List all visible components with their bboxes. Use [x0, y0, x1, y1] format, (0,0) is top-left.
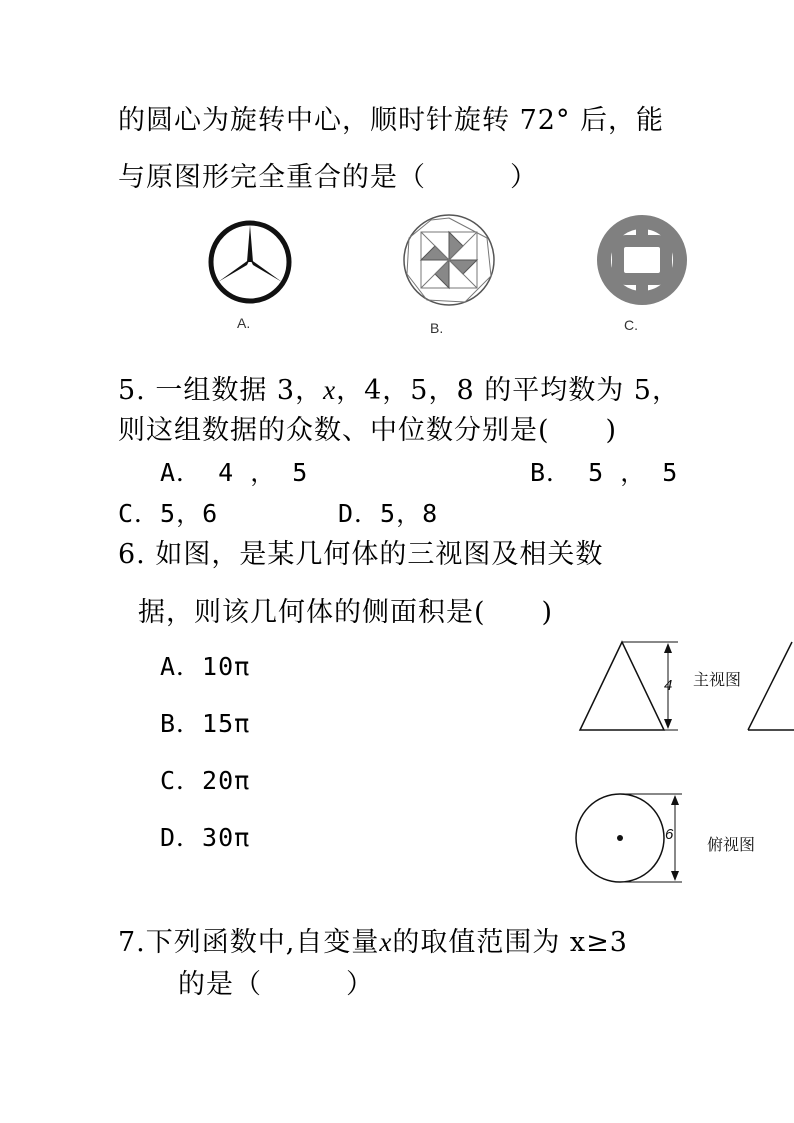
side-view-triangle: [746, 638, 794, 738]
q5-option-b: B． 5 ， 5: [530, 458, 679, 487]
q7-text-line-2: 的是（ ）: [178, 969, 374, 1000]
front-view-label: 主视图: [693, 672, 742, 689]
q6-option-d: D．30π: [160, 823, 251, 852]
q7-line1-b: 的取值范围为 x≥3: [392, 927, 628, 958]
q5-text-line-1: [118, 368, 680, 407]
top-view-label: 俯视图: [707, 837, 756, 854]
bank-coin-logo-icon: [596, 214, 688, 306]
q7-text-line-1: [118, 920, 628, 959]
q5-line1-a: 5. 一组数据 3，: [118, 375, 324, 406]
q5-variable-x: x: [323, 375, 337, 405]
q5-text-line-2: 则这组数据的众数、中位数分别是( ): [118, 415, 618, 446]
mercedes-star-icon: [207, 219, 293, 305]
q6-option-b: B．15π: [160, 709, 251, 738]
q6-option-a: A．10π: [160, 652, 251, 681]
q6-option-c: C．20π: [160, 766, 251, 795]
q5-option-d: D．5，8: [338, 499, 439, 528]
q7-variable-x: x: [379, 927, 393, 957]
q5-option-c: C．5，6: [118, 499, 219, 528]
top-view-diameter-label: 6: [665, 826, 674, 843]
q6-text-line-2: 据，则该几何体的侧面积是( ): [138, 597, 554, 628]
q4-text-line-2: 与原图形完全重合的是（ ）: [118, 162, 538, 193]
q6-text-line-1: 6. 如图，是某几何体的三视图及相关数: [118, 539, 604, 570]
figure-c-label: C.: [624, 317, 638, 333]
q5-option-a: A． 4 ， 5: [160, 458, 309, 487]
q4-text-line-1: 的圆心为旋转中心，顺时针旋转 72° 后，能: [118, 105, 665, 136]
q5-line1-b: ，4，5，8 的平均数为 5，: [336, 375, 680, 406]
pinwheel-circle-icon: [401, 212, 497, 308]
figure-b-label: B.: [430, 320, 444, 336]
figure-a-label: A.: [237, 315, 251, 331]
front-view-height-label: 4: [664, 677, 673, 694]
q7-line1-a: 7.下列函数中,自变量: [118, 927, 380, 958]
